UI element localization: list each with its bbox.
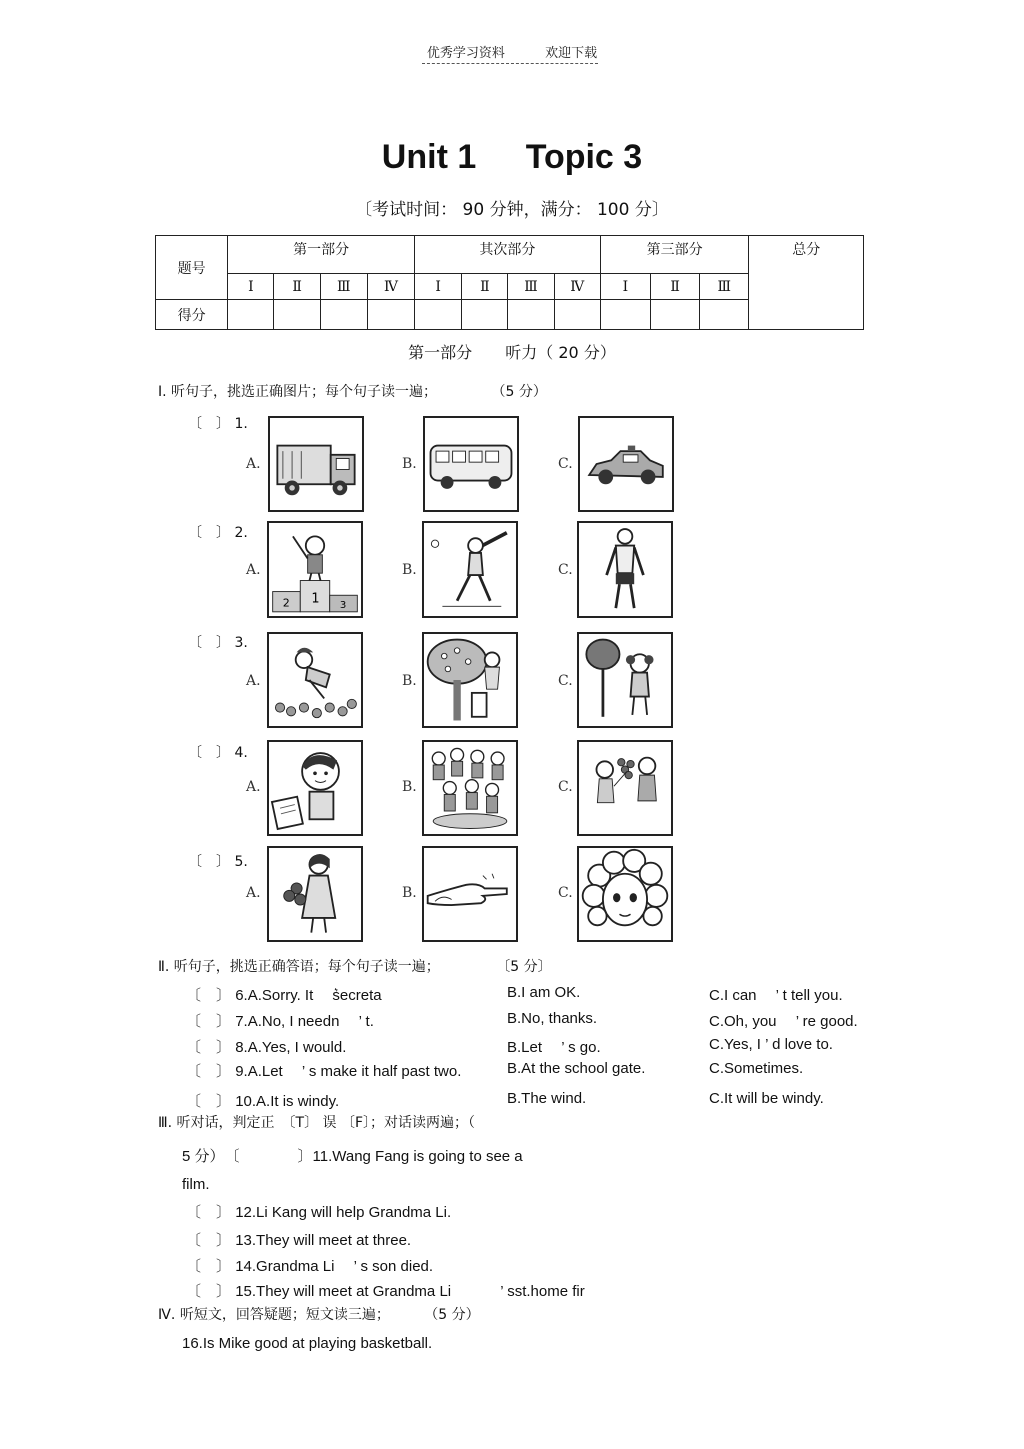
numeral-cell: Ⅲ — [320, 274, 367, 300]
svg-text:3: 3 — [339, 600, 347, 612]
answer-bracket[interactable]: 〔 〕 — [188, 525, 230, 541]
option-a-label: A. — [246, 779, 261, 795]
header-divider — [422, 63, 598, 64]
section-name: 第一部分 — [408, 343, 473, 362]
answer-bracket[interactable]: 〔 〕 — [188, 745, 230, 761]
part3-points: 5 分） 〔 — [182, 1148, 240, 1165]
option-c-label: C. — [558, 456, 573, 472]
q8-row: 〔 〕 8.A.Yes, I would. — [186, 1039, 347, 1056]
option-b-label: B. — [402, 779, 417, 795]
row-label-number: 题号 — [156, 236, 228, 300]
option-a-label: A. — [246, 456, 261, 472]
answer-bracket[interactable]: 〔 〕 — [186, 1093, 232, 1110]
score-cell[interactable] — [415, 300, 462, 330]
answer-bracket[interactable]: 〔 〕 — [186, 1013, 232, 1030]
q9-row: 〔 〕 9.A.Let ’ s make it half past two. — [186, 1063, 462, 1080]
girl-gardening-picture[interactable] — [267, 632, 363, 728]
group-of-kids-picture[interactable] — [422, 740, 518, 836]
answer-bracket[interactable]: 〔 〕 — [186, 1258, 232, 1275]
part2-header: 其次部分 — [415, 236, 601, 274]
score-table — [155, 235, 864, 330]
part3-instruction: Ⅲ. 听对话，判定正 〔T〕 误 〔F〕；对话读两遍；（ — [158, 1115, 476, 1131]
score-cell[interactable] — [600, 300, 650, 330]
option-c-label: C. — [558, 885, 573, 901]
header-left: 优秀学习资料 — [426, 46, 505, 61]
answer-bracket[interactable]: 〔 〕 — [186, 1039, 232, 1056]
part1-header: 第一部分 — [228, 236, 415, 274]
answer-bracket[interactable]: 〔 〕 — [186, 1232, 232, 1249]
numeral-cell: Ⅲ — [508, 274, 554, 300]
athlete-picture[interactable] — [577, 521, 673, 618]
score-cell[interactable] — [700, 300, 749, 330]
part4-points: （5 分） — [424, 1307, 480, 1323]
option-b-label: B. — [402, 885, 417, 901]
score-cell[interactable] — [274, 300, 320, 330]
q4-label: 〔 〕 4. — [188, 745, 248, 761]
option-b-label: B. — [402, 562, 417, 578]
girls-with-flowers-picture[interactable] — [577, 740, 673, 836]
q13-row: 〔 〕 13.They will meet at three. — [186, 1232, 412, 1249]
q7-option-b: B.No, thanks. — [507, 1010, 598, 1027]
numeral-cell: Ⅰ — [415, 274, 462, 300]
numeral-cell: Ⅰ — [600, 274, 650, 300]
answer-bracket[interactable]: 〔 〕 — [186, 1204, 232, 1221]
q2-label: 〔 〕 2. — [188, 525, 248, 541]
numeral-cell: Ⅱ — [462, 274, 508, 300]
section-title — [0, 340, 1024, 363]
score-cell[interactable] — [462, 300, 508, 330]
q6-option-b: B.I am OK. — [507, 984, 581, 1001]
part3-header: 第三部分 — [600, 236, 749, 274]
svg-text:1: 1 — [311, 591, 320, 607]
option-b-label: B. — [402, 673, 417, 689]
part4-instruction: Ⅳ. 听短文，回答疑题；短文读三遍； （5 分） — [158, 1307, 480, 1323]
q11-row: 5 分） 〔 〕11.Wang Fang is going to see a — [182, 1148, 523, 1165]
numeral-cell: Ⅰ — [228, 274, 274, 300]
curly-hair-girl-picture[interactable] — [577, 846, 673, 942]
page-header — [0, 42, 1024, 61]
q3-label: 〔 〕 3. — [188, 635, 248, 651]
q15-row: 〔 〕 15.They will meet at Grandma Li ’ sst.home fir — [186, 1283, 585, 1300]
score-cell[interactable] — [320, 300, 367, 330]
part1-instruction: Ⅰ. 听句子，挑选正确图片；每个句子读一遍； （5 分） — [158, 384, 547, 400]
option-a-label: A. — [246, 562, 261, 578]
header-right: 欢迎下载 — [545, 46, 598, 61]
apple-picking-picture[interactable] — [422, 632, 518, 728]
q11-continued: film. — [182, 1176, 210, 1193]
q1-label: 〔 〕 1. — [188, 416, 248, 432]
girl-planting-tree-picture[interactable] — [577, 632, 673, 728]
answer-bracket[interactable]: 〔 〕 — [188, 416, 230, 432]
score-cell[interactable] — [228, 300, 274, 330]
q5-label: 〔 〕 5. — [188, 854, 248, 870]
bus-picture[interactable] — [423, 416, 519, 512]
option-a-label: A. — [246, 673, 261, 689]
answer-bracket[interactable]: 〔 〕 — [186, 987, 232, 1004]
q10-option-c: C.It will be windy. — [709, 1090, 824, 1107]
hand-picture[interactable] — [422, 846, 518, 942]
option-c-label: C. — [558, 673, 573, 689]
q9-option-c: C.Sometimes. — [709, 1060, 804, 1077]
q12-row: 〔 〕 12.Li Kang will help Grandma Li. — [186, 1204, 452, 1221]
q14-row: 〔 〕 14.Grandma Li ’ s son died. — [186, 1258, 434, 1275]
option-c-label: C. — [558, 562, 573, 578]
q8-option-b: B.Let ’ s go. — [507, 1039, 601, 1056]
total-header: 总分 — [749, 236, 864, 330]
title-topic: Topic 3 — [525, 138, 643, 176]
numeral-cell: Ⅳ — [554, 274, 600, 300]
q6-row: 〔 〕 6.A.Sorry. It s͛ecreta — [186, 987, 382, 1004]
numeral-cell: Ⅳ — [367, 274, 414, 300]
answer-bracket[interactable]: 〔 〕 — [186, 1283, 232, 1300]
q7-option-c: C.Oh, you ’ re good. — [709, 1013, 858, 1030]
q16-row: 16.Is Mike good at playing basketball. — [182, 1335, 433, 1352]
svg-text:2: 2 — [282, 596, 290, 610]
numeral-cell: Ⅱ — [274, 274, 320, 300]
score-cell[interactable] — [367, 300, 414, 330]
q6-option-c: C.I can ’ t tell you. — [709, 987, 843, 1004]
option-a-label: A. — [246, 885, 261, 901]
baseball-batter-picture[interactable] — [422, 521, 518, 618]
exam-info: 〔考试时间： 90 分钟，满分： 100 分〕 — [355, 200, 669, 220]
q8-option-c: C.Yes, I ’ d love to. — [709, 1036, 833, 1053]
answer-bracket[interactable]: 〔 〕 — [188, 854, 230, 870]
score-cell[interactable] — [508, 300, 554, 330]
podium-winner-picture[interactable] — [267, 521, 363, 618]
q10-option-b: B.The wind. — [507, 1090, 587, 1107]
title-unit: Unit 1 — [381, 138, 477, 176]
page-title — [0, 138, 1024, 177]
q10-row: 〔 〕 10.A.It is windy. — [186, 1093, 340, 1110]
score-cell[interactable] — [554, 300, 600, 330]
q7-row: 〔 〕 7.A.No, I needn ’ t. — [186, 1013, 374, 1030]
score-cell[interactable] — [651, 300, 700, 330]
part1-points: （5 分） — [491, 384, 547, 400]
answer-bracket[interactable]: 〔 〕 — [186, 1063, 232, 1080]
row-label-score: 得分 — [156, 300, 228, 330]
car-picture[interactable] — [578, 416, 674, 512]
section-subject: 听力（ 20 分） — [505, 343, 616, 362]
woman-with-flowers-picture[interactable] — [267, 846, 363, 942]
numeral-cell: Ⅲ — [700, 274, 749, 300]
part2-instruction: Ⅱ. 听句子，挑选正确答语；每个句子读一遍； 〔5 分〕 — [158, 959, 552, 975]
option-b-label: B. — [402, 456, 417, 472]
boy-with-paper-picture[interactable] — [267, 740, 363, 836]
numeral-cell: Ⅱ — [651, 274, 700, 300]
option-c-label: C. — [558, 779, 573, 795]
q9-option-b: B.At the school gate. — [507, 1060, 646, 1077]
answer-bracket[interactable]: 〔 〕 — [188, 635, 230, 651]
part2-points: 〔5 分〕 — [496, 959, 552, 975]
truck-picture[interactable] — [268, 416, 364, 512]
